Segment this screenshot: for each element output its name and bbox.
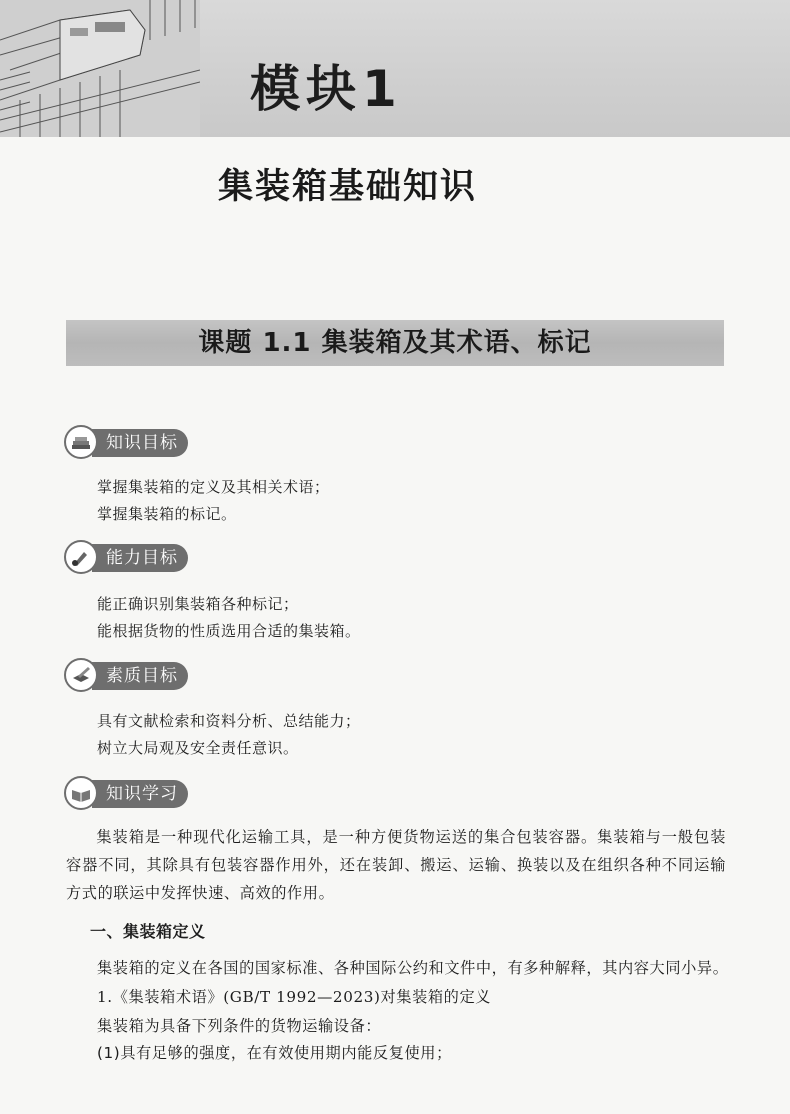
list-item: 掌握集装箱的定义及其相关术语； (97, 478, 330, 496)
ability-goals-heading (64, 540, 194, 576)
brush-icon (64, 540, 98, 574)
knowledge-goals-label: 知识目标 (92, 429, 188, 457)
quality-goals-list (97, 708, 361, 762)
topic-title: 课题 1.1 集装箱及其术语、标记 (198, 328, 592, 358)
open-book-icon (64, 776, 98, 810)
train-illustration (0, 0, 200, 137)
sub-intro: 集装箱为具备下列条件的货物运输设备： (97, 1017, 382, 1035)
quality-goals-heading (64, 658, 194, 694)
subheading: 1.《集装箱术语》(GB/T 1992—2023)对集装箱的定义 (97, 988, 492, 1006)
module-banner (0, 0, 790, 137)
knowledge-goals-heading (64, 425, 194, 461)
list-item: (1)具有足够的强度，在有效使用期内能反复使用； (97, 1044, 452, 1062)
learning-heading (64, 776, 194, 812)
list-item: 树立大局观及安全责任意识。 (97, 739, 299, 757)
ability-goals-list (97, 591, 361, 645)
list-item: 掌握集装箱的标记。 (97, 505, 237, 523)
list-item: 能正确识别集装箱各种标记； (97, 595, 299, 613)
knowledge-goals-list (97, 474, 330, 528)
list-item: 具有文献检索和资料分析、总结能力； (97, 712, 361, 730)
ability-goals-label: 能力目标 (92, 544, 188, 572)
chapter-title: 集装箱基础知识 (217, 167, 477, 207)
quality-goals-label: 素质目标 (92, 662, 188, 690)
list-item: 能根据货物的性质选用合适的集装箱。 (97, 622, 361, 640)
pen-book-icon (64, 658, 98, 692)
section-heading: 一、集装箱定义 (90, 922, 206, 941)
books-icon (64, 425, 98, 459)
topic-bar (66, 320, 724, 366)
definition-intro: 集装箱的定义在各国的国家标准、各种国际公约和文件中，有多种解释，其内容大同小异。 (97, 959, 729, 977)
intro-paragraph: 集装箱是一种现代化运输工具，是一种方便货物运送的集合包装容器。集装箱与一般包装容器不同，其除具有包装容器作用外，还在装卸、搬运、运输、换装以及在组织各种不同运输方式的联运中发挥快速、高效的作用。 (66, 828, 726, 902)
learning-label: 知识学习 (92, 780, 188, 808)
module-title: 模块1 (250, 60, 403, 118)
